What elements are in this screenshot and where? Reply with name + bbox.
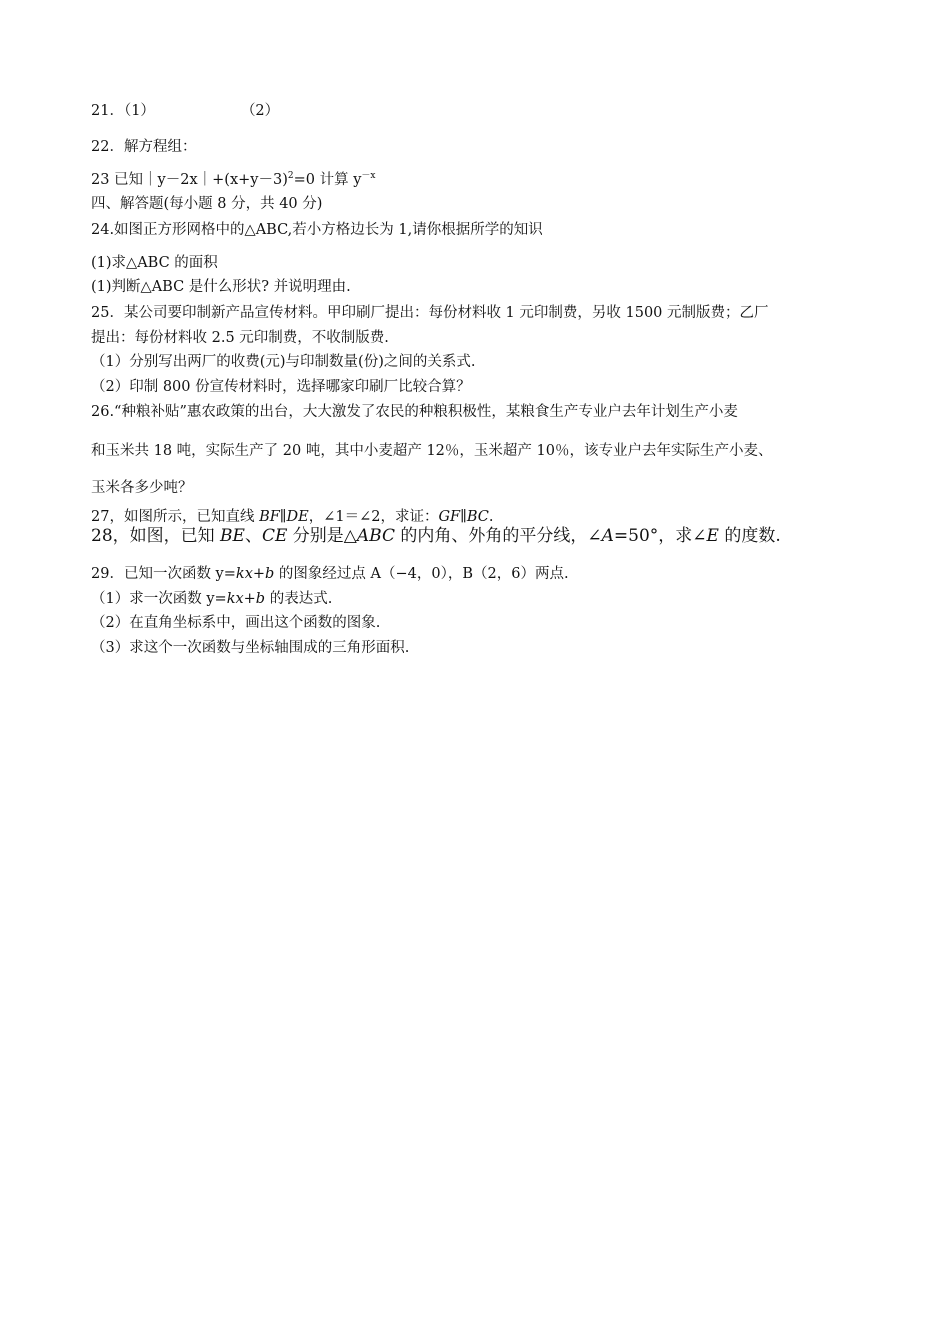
q28-ce: CE [261, 526, 288, 546]
q23-exponent: －x [361, 171, 376, 182]
question-24-stem: 24.如图正方形网格中的△ABC,若小方格边长为 1,请你根据所学的知识 [91, 222, 543, 238]
question-29-sub2: （2）在直角坐标系中，画出这个函数的图象. [91, 615, 381, 631]
q28-angle-e: E [706, 526, 719, 546]
question-27 [91, 508, 493, 526]
question-25-sub1: （1）分别写出两厂的收费(元)与印制数量(份)之间的关系式. [91, 354, 476, 370]
q27-line-de: DE [286, 509, 309, 525]
q21-part1: （1） [123, 103, 155, 119]
question-25-line2: 提出：每份材料收 2.5 元印制费，不收制版费. [91, 330, 389, 346]
question-29-sub3: （3）求这个一次函数与坐标轴围成的三角形面积. [91, 640, 410, 656]
section-4-heading: 四、解答题(每小题 8 分，共 40 分) [91, 196, 323, 212]
q27-line-bf: BF [259, 509, 280, 525]
question-26-line2: 和玉米共 18 吨，实际生产了 20 吨，其中小麦超产 12％，玉米超产 10％，该专业户去年实际生产小麦、 [91, 443, 773, 459]
q28-angle-a: A [601, 526, 614, 546]
q23-text: 23 已知｜y－2x｜+(x+y－3) [91, 172, 288, 188]
question-22: 22．解方程组： [91, 139, 197, 155]
parallel-symbol: ∥ [460, 509, 467, 525]
q29-sub1-text: （1）求一次函数 y= [91, 591, 227, 607]
question-26-line1: 26.“种粮补贴”惠农政策的出台，大大激发了农民的种粮积极性，某粮食生产专业户去年计划生产小麦 [91, 404, 738, 420]
q27-text-mid: ，∠1＝∠2，求证： [308, 509, 439, 525]
q28-text-mid: 分别是△ [287, 526, 357, 546]
question-21 [91, 102, 279, 120]
q21-part2: （2） [240, 103, 280, 119]
q28-text-mid2: 的内角、外角的平分线，∠ [394, 526, 602, 546]
parallel-symbol: ∥ [279, 509, 287, 525]
question-28 [91, 527, 781, 545]
q28-sep: 、 [244, 526, 262, 546]
q27-text: 27，如图所示，已知直线 [91, 509, 260, 525]
q28-be: BE [220, 526, 245, 546]
question-24-sub2: (1)判断△ABC 是什么形状? 并说明理由. [91, 279, 351, 295]
q28-text-mid3: =50°，求∠ [613, 526, 707, 546]
question-25-line1: 25．某公司要印制新产品宣传材料。甲印刷厂提出：每份材料收 1 元印制费，另收 1500 元制版费；乙厂 [91, 305, 769, 321]
q29-sub1-expr: kx+b [226, 591, 266, 607]
question-29-sub1 [91, 590, 332, 608]
q27-period: . [488, 509, 494, 525]
question-23 [91, 171, 375, 189]
question-26-line3: 玉米各多少吨？ [91, 480, 193, 496]
q27-line-gf: GF [438, 509, 461, 525]
q28-text: 28，如图，已知 [91, 526, 221, 546]
q28-end: 的度数. [718, 526, 781, 546]
q29-sub1-post: 的表达式. [265, 591, 333, 607]
q29-text-post: 的图象经过点 A（−4，0），B（2，6）两点. [274, 566, 569, 582]
q23-text-mid: =0 计算 y [293, 172, 362, 188]
q27-line-bc: BC [466, 509, 489, 525]
q29-expr: kx+b [235, 566, 275, 582]
question-25-sub2: （2）印制 800 份宣传材料时，选择哪家印刷厂比较合算？ [91, 379, 471, 395]
q29-text: 29．已知一次函数 y= [91, 566, 236, 582]
q28-abc: ABC [356, 526, 395, 546]
question-24-sub1: (1)求△ABC 的面积 [91, 255, 218, 271]
question-29-stem [91, 565, 569, 583]
q21-number: 21． [91, 103, 124, 119]
q23-square: 2 [287, 171, 294, 182]
